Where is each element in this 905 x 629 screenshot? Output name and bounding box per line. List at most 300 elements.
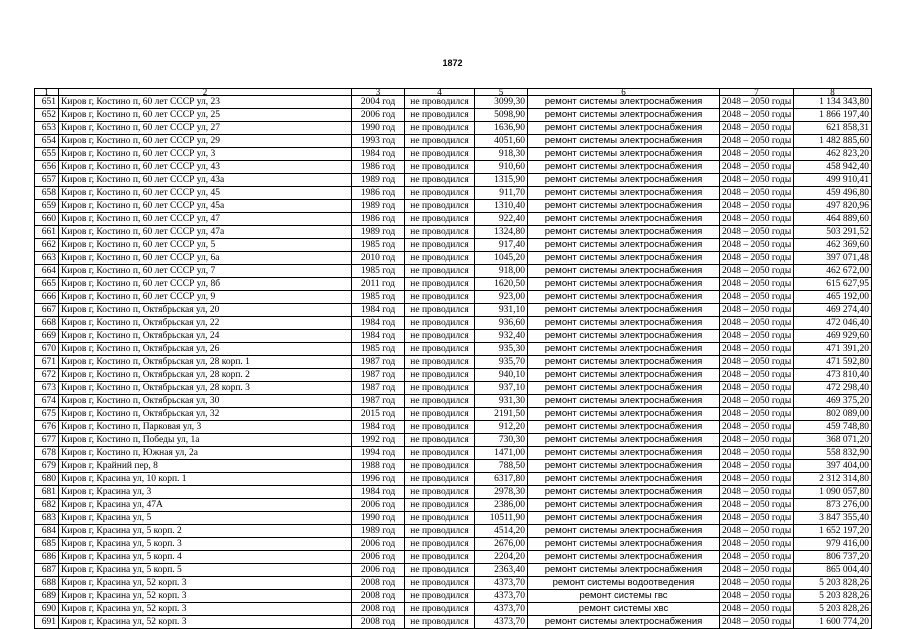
row-number: 668 xyxy=(35,317,59,330)
inspection-cell: не проводился xyxy=(405,486,475,499)
cost-cell: 471 592,80 xyxy=(794,356,872,369)
cost-cell: 469 929,60 xyxy=(794,330,872,343)
work-type-cell: ремонт системы электроснабжения xyxy=(528,252,720,265)
table-header-row xyxy=(35,89,872,96)
period-cell: 2048 – 2050 годы xyxy=(720,460,794,473)
column-header-7: 7 xyxy=(720,89,794,96)
address-cell: Киров г, Красина ул, 47А xyxy=(59,499,352,512)
area-cell: 2363,40 xyxy=(475,564,528,577)
work-type-cell: ремонт системы электроснабжения xyxy=(528,512,720,525)
work-type-cell: ремонт системы электроснабжения xyxy=(528,564,720,577)
period-cell: 2048 – 2050 годы xyxy=(720,226,794,239)
area-cell: 1045,20 xyxy=(475,252,528,265)
inspection-cell: не проводился xyxy=(405,499,475,512)
area-cell: 1636,90 xyxy=(475,122,528,135)
table-row xyxy=(35,96,872,109)
area-cell: 2204,20 xyxy=(475,551,528,564)
year-cell: 1984 год xyxy=(352,317,405,330)
year-cell: 1988 год xyxy=(352,460,405,473)
work-type-cell: ремонт системы электроснабжения xyxy=(528,187,720,200)
year-cell: 2004 год xyxy=(352,96,405,109)
table-row xyxy=(35,590,872,603)
address-cell: Киров г, Костино п, Октябрьская ул, 28 корп. 1 xyxy=(59,356,352,369)
table-row xyxy=(35,577,872,590)
period-cell: 2048 – 2050 годы xyxy=(720,278,794,291)
inspection-cell: не проводился xyxy=(405,252,475,265)
cost-cell: 3 847 355,40 xyxy=(794,512,872,525)
work-type-cell: ремонт системы электроснабжения xyxy=(528,473,720,486)
period-cell: 2048 – 2050 годы xyxy=(720,486,794,499)
column-header-8: 8 xyxy=(794,89,872,96)
cost-cell: 497 820,96 xyxy=(794,200,872,213)
table-row xyxy=(35,447,872,460)
year-cell: 2015 год xyxy=(352,408,405,421)
period-cell: 2048 – 2050 годы xyxy=(720,447,794,460)
address-cell: Киров г, Костино п, 60 лет СССР ул, 3 xyxy=(59,148,352,161)
row-number: 666 xyxy=(35,291,59,304)
table-row xyxy=(35,395,872,408)
row-number: 663 xyxy=(35,252,59,265)
area-cell: 4373,70 xyxy=(475,590,528,603)
table-row xyxy=(35,382,872,395)
row-number: 682 xyxy=(35,499,59,512)
inspection-cell: не проводился xyxy=(405,538,475,551)
cost-cell: 472 298,40 xyxy=(794,382,872,395)
year-cell: 1985 год xyxy=(352,291,405,304)
work-type-cell: ремонт системы электроснабжения xyxy=(528,395,720,408)
address-cell: Киров г, Костино п, 60 лет СССР ул, 43а xyxy=(59,174,352,187)
address-cell: Киров г, Красина ул, 52 корп. 3 xyxy=(59,590,352,603)
work-type-cell: ремонт системы электроснабжения xyxy=(528,213,720,226)
period-cell: 2048 – 2050 годы xyxy=(720,577,794,590)
period-cell: 2048 – 2050 годы xyxy=(720,187,794,200)
area-cell: 932,40 xyxy=(475,330,528,343)
period-cell: 2048 – 2050 годы xyxy=(720,148,794,161)
cost-cell: 865 004,40 xyxy=(794,564,872,577)
row-number: 673 xyxy=(35,382,59,395)
area-cell: 4051,60 xyxy=(475,135,528,148)
year-cell: 1985 год xyxy=(352,265,405,278)
cost-cell: 1 652 197,20 xyxy=(794,525,872,538)
cost-cell: 397 404,00 xyxy=(794,460,872,473)
table-row xyxy=(35,603,872,616)
work-type-cell: ремонт системы электроснабжения xyxy=(528,447,720,460)
period-cell: 2048 – 2050 годы xyxy=(720,109,794,122)
period-cell: 2048 – 2050 годы xyxy=(720,512,794,525)
row-number: 678 xyxy=(35,447,59,460)
area-cell: 4373,70 xyxy=(475,616,528,629)
address-cell: Киров г, Костино п, 60 лет СССР ул, 47 xyxy=(59,213,352,226)
row-number: 664 xyxy=(35,265,59,278)
address-cell: Киров г, Красина ул, 3 xyxy=(59,486,352,499)
work-type-cell: ремонт системы электроснабжения xyxy=(528,434,720,447)
address-cell: Киров г, Красина ул, 52 корп. 3 xyxy=(59,603,352,616)
table-row xyxy=(35,239,872,252)
area-cell: 931,10 xyxy=(475,304,528,317)
period-cell: 2048 – 2050 годы xyxy=(720,369,794,382)
area-cell: 788,50 xyxy=(475,460,528,473)
row-number: 657 xyxy=(35,174,59,187)
period-cell: 2048 – 2050 годы xyxy=(720,421,794,434)
work-type-cell: ремонт системы электроснабжения xyxy=(528,616,720,629)
table-row xyxy=(35,226,872,239)
inspection-cell: не проводился xyxy=(405,460,475,473)
inspection-cell: не проводился xyxy=(405,226,475,239)
year-cell: 1987 год xyxy=(352,382,405,395)
area-cell: 1324,80 xyxy=(475,226,528,239)
cost-cell: 621 858,31 xyxy=(794,122,872,135)
row-number: 683 xyxy=(35,512,59,525)
column-header-1: 1 xyxy=(35,89,59,96)
area-cell: 922,40 xyxy=(475,213,528,226)
work-type-cell: ремонт системы электроснабжения xyxy=(528,551,720,564)
address-cell: Киров г, Костино п, Парковая ул, 3 xyxy=(59,421,352,434)
row-number: 684 xyxy=(35,525,59,538)
address-cell: Киров г, Костино п, 60 лет СССР ул, 6а xyxy=(59,252,352,265)
area-cell: 936,60 xyxy=(475,317,528,330)
inspection-cell: не проводился xyxy=(405,382,475,395)
area-cell: 931,30 xyxy=(475,395,528,408)
year-cell: 1984 год xyxy=(352,486,405,499)
period-cell: 2048 – 2050 годы xyxy=(720,200,794,213)
area-cell: 5098,90 xyxy=(475,109,528,122)
period-cell: 2048 – 2050 годы xyxy=(720,590,794,603)
address-cell: Киров г, Костино п, Октябрьская ул, 28 корп. 3 xyxy=(59,382,352,395)
period-cell: 2048 – 2050 годы xyxy=(720,603,794,616)
row-number: 676 xyxy=(35,421,59,434)
work-type-cell: ремонт системы электроснабжения xyxy=(528,317,720,330)
row-number: 651 xyxy=(35,96,59,109)
work-type-cell: ремонт системы электроснабжения xyxy=(528,486,720,499)
period-cell: 2048 – 2050 годы xyxy=(720,564,794,577)
table-row xyxy=(35,148,872,161)
address-cell: Киров г, Костино п, Октябрьская ул, 22 xyxy=(59,317,352,330)
work-type-cell: ремонт системы электроснабжения xyxy=(528,122,720,135)
year-cell: 1992 год xyxy=(352,434,405,447)
cost-cell: 5 203 828,26 xyxy=(794,590,872,603)
inspection-cell: не проводился xyxy=(405,551,475,564)
address-cell: Киров г, Костино п, Южная ул, 2а xyxy=(59,447,352,460)
inspection-cell: не проводился xyxy=(405,135,475,148)
column-header-2: 2 xyxy=(59,89,352,96)
row-number: 667 xyxy=(35,304,59,317)
inspection-cell: не проводился xyxy=(405,213,475,226)
cost-cell: 459 748,80 xyxy=(794,421,872,434)
row-number: 674 xyxy=(35,395,59,408)
year-cell: 1984 год xyxy=(352,304,405,317)
table-row xyxy=(35,473,872,486)
address-cell: Киров г, Костино п, Октябрьская ул, 26 xyxy=(59,343,352,356)
cost-cell: 462 369,60 xyxy=(794,239,872,252)
address-cell: Киров г, Костино п, Октябрьская ул, 32 xyxy=(59,408,352,421)
inspection-cell: не проводился xyxy=(405,473,475,486)
row-number: 654 xyxy=(35,135,59,148)
row-number: 690 xyxy=(35,603,59,616)
address-cell: Киров г, Костино п, 60 лет СССР ул, 23 xyxy=(59,96,352,109)
cost-cell: 558 832,90 xyxy=(794,447,872,460)
work-type-cell: ремонт системы электроснабжения xyxy=(528,499,720,512)
period-cell: 2048 – 2050 годы xyxy=(720,408,794,421)
area-cell: 1315,90 xyxy=(475,174,528,187)
period-cell: 2048 – 2050 годы xyxy=(720,122,794,135)
period-cell: 2048 – 2050 годы xyxy=(720,395,794,408)
inspection-cell: не проводился xyxy=(405,395,475,408)
period-cell: 2048 – 2050 годы xyxy=(720,304,794,317)
cost-cell: 1 866 197,40 xyxy=(794,109,872,122)
work-type-cell: ремонт системы электроснабжения xyxy=(528,226,720,239)
year-cell: 1989 год xyxy=(352,226,405,239)
cost-cell: 2 312 314,80 xyxy=(794,473,872,486)
cost-cell: 462 672,00 xyxy=(794,265,872,278)
cost-cell: 459 496,80 xyxy=(794,187,872,200)
inspection-cell: не проводился xyxy=(405,434,475,447)
table-row xyxy=(35,499,872,512)
inspection-cell: не проводился xyxy=(405,421,475,434)
table-row xyxy=(35,174,872,187)
year-cell: 1986 год xyxy=(352,161,405,174)
period-cell: 2048 – 2050 годы xyxy=(720,174,794,187)
column-header-5: 5 xyxy=(475,89,528,96)
inspection-cell: не проводился xyxy=(405,109,475,122)
address-cell: Киров г, Красина ул, 5 xyxy=(59,512,352,525)
table-row xyxy=(35,317,872,330)
year-cell: 2008 год xyxy=(352,603,405,616)
cost-cell: 469 375,20 xyxy=(794,395,872,408)
period-cell: 2048 – 2050 годы xyxy=(720,135,794,148)
inspection-cell: не проводился xyxy=(405,512,475,525)
year-cell: 1985 год xyxy=(352,239,405,252)
row-number: 688 xyxy=(35,577,59,590)
table-row xyxy=(35,109,872,122)
period-cell: 2048 – 2050 годы xyxy=(720,499,794,512)
row-number: 656 xyxy=(35,161,59,174)
table-row xyxy=(35,122,872,135)
period-cell: 2048 – 2050 годы xyxy=(720,161,794,174)
period-cell: 2048 – 2050 годы xyxy=(720,213,794,226)
cost-cell: 458 942,40 xyxy=(794,161,872,174)
address-cell: Киров г, Красина ул, 5 корп. 5 xyxy=(59,564,352,577)
table-row xyxy=(35,551,872,564)
address-cell: Киров г, Красина ул, 5 корп. 4 xyxy=(59,551,352,564)
year-cell: 2006 год xyxy=(352,499,405,512)
cost-cell: 1 600 774,20 xyxy=(794,616,872,629)
work-type-cell: ремонт системы электроснабжения xyxy=(528,148,720,161)
work-type-cell: ремонт системы электроснабжения xyxy=(528,408,720,421)
cost-cell: 615 627,95 xyxy=(794,278,872,291)
row-number: 662 xyxy=(35,239,59,252)
inspection-cell: не проводился xyxy=(405,96,475,109)
work-type-cell: ремонт системы электроснабжения xyxy=(528,330,720,343)
cost-cell: 802 089,00 xyxy=(794,408,872,421)
area-cell: 4373,70 xyxy=(475,577,528,590)
cost-cell: 503 291,52 xyxy=(794,226,872,239)
inspection-cell: не проводился xyxy=(405,590,475,603)
period-cell: 2048 – 2050 годы xyxy=(720,538,794,551)
period-cell: 2048 – 2050 годы xyxy=(720,265,794,278)
work-type-cell: ремонт системы электроснабжения xyxy=(528,421,720,434)
period-cell: 2048 – 2050 годы xyxy=(720,239,794,252)
row-number: 670 xyxy=(35,343,59,356)
inspection-cell: не проводился xyxy=(405,525,475,538)
column-header-4: 4 xyxy=(405,89,475,96)
inspection-cell: не проводился xyxy=(405,265,475,278)
address-cell: Киров г, Костино п, 60 лет СССР ул, 47а xyxy=(59,226,352,239)
address-cell: Киров г, Костино п, 60 лет СССР ул, 43 xyxy=(59,161,352,174)
inspection-cell: не проводился xyxy=(405,239,475,252)
year-cell: 2008 год xyxy=(352,577,405,590)
row-number: 653 xyxy=(35,122,59,135)
area-cell: 917,40 xyxy=(475,239,528,252)
page-number: 1872 xyxy=(442,58,463,68)
work-type-cell: ремонт системы водоотведения xyxy=(528,577,720,590)
year-cell: 1987 год xyxy=(352,369,405,382)
inspection-cell: не проводился xyxy=(405,343,475,356)
address-cell: Киров г, Костино п, 60 лет СССР ул, 8б xyxy=(59,278,352,291)
year-cell: 2006 год xyxy=(352,564,405,577)
year-cell: 1984 год xyxy=(352,330,405,343)
address-cell: Киров г, Костино п, Победы ул, 1а xyxy=(59,434,352,447)
work-type-cell: ремонт системы электроснабжения xyxy=(528,291,720,304)
inspection-cell: не проводился xyxy=(405,291,475,304)
row-number: 680 xyxy=(35,473,59,486)
inspection-cell: не проводился xyxy=(405,317,475,330)
cost-cell: 462 823,20 xyxy=(794,148,872,161)
table-row xyxy=(35,525,872,538)
year-cell: 2006 год xyxy=(352,538,405,551)
table-row xyxy=(35,421,872,434)
table-row xyxy=(35,135,872,148)
year-cell: 1985 год xyxy=(352,343,405,356)
row-number: 671 xyxy=(35,356,59,369)
row-number: 661 xyxy=(35,226,59,239)
row-number: 655 xyxy=(35,148,59,161)
inspection-cell: не проводился xyxy=(405,161,475,174)
table-row xyxy=(35,213,872,226)
work-type-cell: ремонт системы электроснабжения xyxy=(528,278,720,291)
table-row xyxy=(35,252,872,265)
table-row xyxy=(35,460,872,473)
row-number: 652 xyxy=(35,109,59,122)
address-cell: Киров г, Костино п, 60 лет СССР ул, 45а xyxy=(59,200,352,213)
table-row xyxy=(35,304,872,317)
area-cell: 4373,70 xyxy=(475,603,528,616)
year-cell: 1987 год xyxy=(352,395,405,408)
inspection-cell: не проводился xyxy=(405,369,475,382)
inspection-cell: не проводился xyxy=(405,122,475,135)
cost-cell: 1 090 057,80 xyxy=(794,486,872,499)
table-row xyxy=(35,356,872,369)
period-cell: 2048 – 2050 годы xyxy=(720,356,794,369)
cost-cell: 499 910,41 xyxy=(794,174,872,187)
period-cell: 2048 – 2050 годы xyxy=(720,317,794,330)
address-cell: Киров г, Красина ул, 10 корп. 1 xyxy=(59,473,352,486)
work-type-cell: ремонт системы электроснабжения xyxy=(528,538,720,551)
area-cell: 6317,80 xyxy=(475,473,528,486)
inspection-cell: не проводился xyxy=(405,603,475,616)
inspection-cell: не проводился xyxy=(405,187,475,200)
work-type-cell: ремонт системы электроснабжения xyxy=(528,239,720,252)
period-cell: 2048 – 2050 годы xyxy=(720,382,794,395)
cost-cell: 873 276,00 xyxy=(794,499,872,512)
cost-cell: 1 482 885,60 xyxy=(794,135,872,148)
area-cell: 2676,00 xyxy=(475,538,528,551)
area-cell: 1620,50 xyxy=(475,278,528,291)
work-type-cell: ремонт системы электроснабжения xyxy=(528,109,720,122)
row-number: 687 xyxy=(35,564,59,577)
year-cell: 1990 год xyxy=(352,512,405,525)
work-type-cell: ремонт системы электроснабжения xyxy=(528,200,720,213)
address-cell: Киров г, Костино п, Октябрьская ул, 24 xyxy=(59,330,352,343)
address-cell: Киров г, Костино п, 60 лет СССР ул, 27 xyxy=(59,122,352,135)
cost-cell: 5 203 828,26 xyxy=(794,577,872,590)
table-row xyxy=(35,408,872,421)
area-cell: 912,20 xyxy=(475,421,528,434)
area-cell: 730,30 xyxy=(475,434,528,447)
row-number: 679 xyxy=(35,460,59,473)
area-cell: 940,10 xyxy=(475,369,528,382)
area-cell: 918,30 xyxy=(475,148,528,161)
period-cell: 2048 – 2050 годы xyxy=(720,252,794,265)
area-cell: 918,00 xyxy=(475,265,528,278)
period-cell: 2048 – 2050 годы xyxy=(720,96,794,109)
table-row xyxy=(35,291,872,304)
table-row xyxy=(35,278,872,291)
year-cell: 1996 год xyxy=(352,473,405,486)
area-cell: 2978,30 xyxy=(475,486,528,499)
cost-cell: 471 391,20 xyxy=(794,343,872,356)
cost-cell: 5 203 828,26 xyxy=(794,603,872,616)
area-cell: 2386,00 xyxy=(475,499,528,512)
table-row xyxy=(35,512,872,525)
address-cell: Киров г, Костино п, 60 лет СССР ул, 5 xyxy=(59,239,352,252)
table-row xyxy=(35,616,872,629)
work-type-cell: ремонт системы электроснабжения xyxy=(528,460,720,473)
address-cell: Киров г, Крайний пер, 8 xyxy=(59,460,352,473)
address-cell: Киров г, Костино п, 60 лет СССР ул, 9 xyxy=(59,291,352,304)
table-row xyxy=(35,564,872,577)
inspection-cell: не проводился xyxy=(405,304,475,317)
year-cell: 1994 год xyxy=(352,447,405,460)
inspection-cell: не проводился xyxy=(405,148,475,161)
period-cell: 2048 – 2050 годы xyxy=(720,343,794,356)
row-number: 686 xyxy=(35,551,59,564)
cost-cell: 473 810,40 xyxy=(794,369,872,382)
row-number: 665 xyxy=(35,278,59,291)
period-cell: 2048 – 2050 годы xyxy=(720,291,794,304)
cost-cell: 464 889,60 xyxy=(794,213,872,226)
period-cell: 2048 – 2050 годы xyxy=(720,525,794,538)
row-number: 681 xyxy=(35,486,59,499)
table-row xyxy=(35,187,872,200)
cost-cell: 397 071,48 xyxy=(794,252,872,265)
table-row xyxy=(35,200,872,213)
year-cell: 2008 год xyxy=(352,590,405,603)
table-row xyxy=(35,343,872,356)
table-row xyxy=(35,369,872,382)
year-cell: 1989 год xyxy=(352,200,405,213)
area-cell: 2191,50 xyxy=(475,408,528,421)
area-cell: 1471,00 xyxy=(475,447,528,460)
address-cell: Киров г, Красина ул, 52 корп. 3 xyxy=(59,616,352,629)
inspection-cell: не проводился xyxy=(405,577,475,590)
table-row xyxy=(35,330,872,343)
row-number: 675 xyxy=(35,408,59,421)
inspection-cell: не проводился xyxy=(405,200,475,213)
address-cell: Киров г, Красина ул, 5 корп. 3 xyxy=(59,538,352,551)
cost-cell: 472 046,40 xyxy=(794,317,872,330)
work-type-cell: ремонт системы электроснабжения xyxy=(528,174,720,187)
work-type-cell: ремонт системы электроснабжения xyxy=(528,525,720,538)
